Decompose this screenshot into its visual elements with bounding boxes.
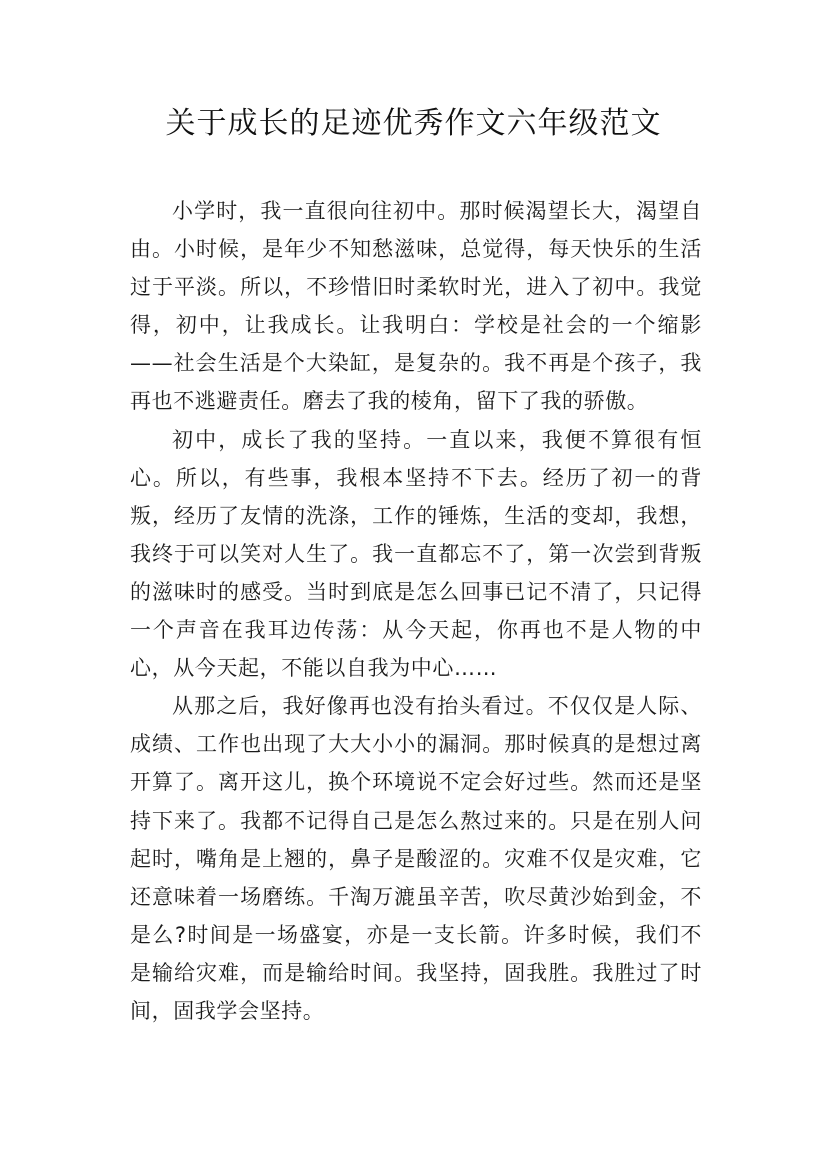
paragraph-1: 小学时，我一直很向往初中。那时候渴望长大，渴望自由。小时候，是年少不知愁滋味，总觉得，每天快乐的生活过于平淡。所以，不珍惜旧时柔软时光，进入了初中。我觉得，初中，让我成长。让我明白：学校是社会的一个缩影——社会生活是个大染缸，是复杂的。我不再是个孩子，我再也不逃避责任。磨去了我的棱角，留下了我的骄傲。: [130, 199, 702, 414]
paragraph-2: 初中，成长了我的坚持。一直以来，我便不算很有恒心。所以，有些事，我根本坚持不下去。经历了初一的背叛，经历了友情的洗涤，工作的锤炼，生活的变却，我想，我终于可以笑对人生了。我一直都忘不了，第一次尝到背叛的滋味时的感受。当时到底是怎么回事已记不清了，只记得一个声音在我耳边传荡：从今天起，你再也不是人物的中心，从今天起，不能以自我为中心……: [130, 427, 702, 681]
document-body: [130, 192, 702, 1030]
paragraph-3: 从那之后，我好像再也没有抬头看过。不仅仅是人际、成绩、工作也出现了大大小小的漏洞。那时候真的是想过离开算了。离开这儿，换个环境说不定会好过些。然而还是坚持下来了。我都不记得自己是怎么熬过来的。只是在别人问起时，嘴角是上翘的，鼻子是酸涩的。灾难不仅是灾难，它还意味着一场磨练。千淘万漉虽辛苦，吹尽黄沙始到金，不是么?时间是一场盛宴，亦是一支长箭。许多时候，我们不是输给灾难，而是输给时间。我坚持，固我胜。我胜过了时间，固我学会坚持。: [130, 694, 702, 1023]
document-title: 关于成长的足迹优秀作文六年级范文: [165, 106, 662, 141]
